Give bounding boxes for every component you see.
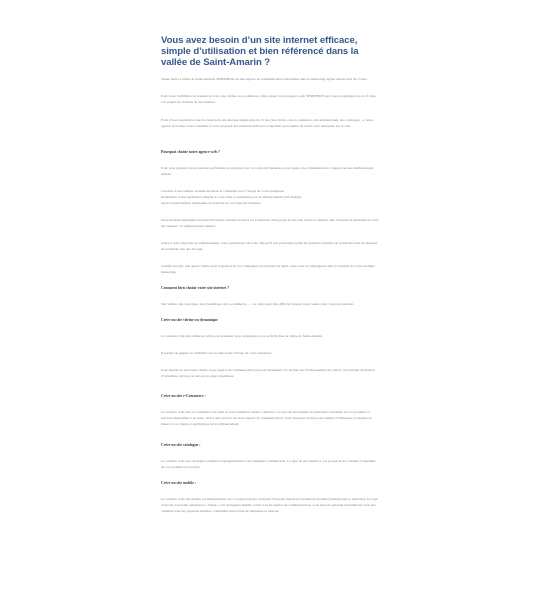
section-paragraph: La création d’un site catalogue complète avantageusement votre plaquette commerciale. Ce type de site permet à vos prospects de consulter l’ensemble de vos produits ou services. [161, 458, 376, 469]
section-paragraph: Grâce à notre expertise en référencement, nous optimisons votre site afin qu’il soit positionné parmi les premiers résultats de recherche dans les moteurs de recherche tels que Google. [161, 240, 378, 251]
article [161, 36, 379, 525]
intro-paragraph: Forts d’une expérience dans la création de site internet depuis plus de 15 ans (site vitrine, site e-commerce, site institutionnel, site catalogue…), notre agence web saura vous conseiller et vous proposer des solutions efficaces et durables pour mettre en avant votre entreprise sur le web. [161, 117, 374, 128]
intro-paragraph: Pour votre visibilité et la réussite de votre site vitrine ou e-commerce, faites appel à notre agence web SHINEBOX qui vous accompagne de A à Z dans vos projets de création de site internet. [161, 94, 376, 105]
section-paragraph: Pour obtenir de nouveaux clients, notre agence de communication propose également d’y ajouter des fonctionnalités de contact, un système de gestion d’actualités, un blog ou encore un espace membres. [161, 368, 375, 379]
section-heading-why-agency: Pourquoi choisir notre agence web ? [161, 149, 220, 154]
intro-paragraph: Située dans la vallée de Saint-Amarin, SHINEBOX est une agence de communication spécialisée dans le marketing digital depuis plus de 15 ans. [161, 77, 368, 82]
section-paragraph: Création d’une identité visuelle moderne et cohérente avec l’image de votre entreprise. Réalisation d’une expérience adaptée à votre cible et optimisée pour le référencement (UX design). Ajout fonctionnalités pertinentes en fonction de vos objectifs business. [161, 188, 302, 205]
section-heading-choose-site: Comment bien choisir votre site internet ? [161, 286, 230, 291]
section-heading-ecommerce: Créer un site e-Commerce : [161, 394, 206, 399]
section-paragraph: Pour vous garantir un site internet performant et en phase avec vos objectifs business, notre agence de communication s’appuie sur une méthodologie simple : [161, 165, 374, 176]
section-paragraph: Il permet de gagner en visibilité tout en renforçant l’image de votre entreprise. [161, 351, 273, 356]
section-paragraph: Nous mettons également un point d’honneur à mettre en place les fondations d’un projet de site web solide et durable, afin d’assurer la pérennité de votre site internet : le référencement naturel. [161, 217, 379, 228]
page-title: Vous avez besoin d’un site internet efficace, simple d’utilisation et bien référencé dans la vallée de Saint-Amarin ? [161, 35, 359, 68]
section-paragraph: Certifié Google, une agence fiable pour la gestion de vos campagnes de publicité en ligne, nous vous accompagnons dans la création de votre stratégie marketing. [161, 264, 375, 275]
section-heading-mobile: Créer un site mobile : [161, 480, 197, 485]
section-heading-catalogue: Créer un site catalogue : [161, 442, 201, 447]
section-paragraph: Site vitrine, site catalogue, site dynamique, site e-commerce, … Le choix peut être difficile lorsque vous voulez créer votre site internet. [161, 302, 355, 307]
section-paragraph: La création d’un site vitrine est utile pour présenter votre entreprise et son activité dans la vallée de Saint-Amarin. [161, 334, 323, 339]
section-heading-vitrine: Créer un site vitrine ou dynamique [161, 318, 218, 323]
section-paragraph: La création d’un site d’e-commerce est idéal si vous souhaitez vendre à distance. Ce type de site permet de présenter l’ensemble de vos produits ou services disponibles à la vente. Grâce aux services de notre agence de communication, votre boutique en ligne sera simple d’utilisation et adaptée au mieux à vos clients et optimisée pour le référencement. [161, 410, 372, 427]
section-paragraph: La création d’un site mobile est indispensable avec l’usage toujours croissant d’internet depuis les terminaux mobiles (smartphones et tablettes). Il s’agit d’un site à nouvelle génération « fluide » à la navigation mobile. Grâce à notre agence de communication, vous aurez la garantie de bénéficier d’un site optimisé pour les appareils mobiles, compatible aux écrans de téléphone et tablette. [161, 496, 378, 513]
